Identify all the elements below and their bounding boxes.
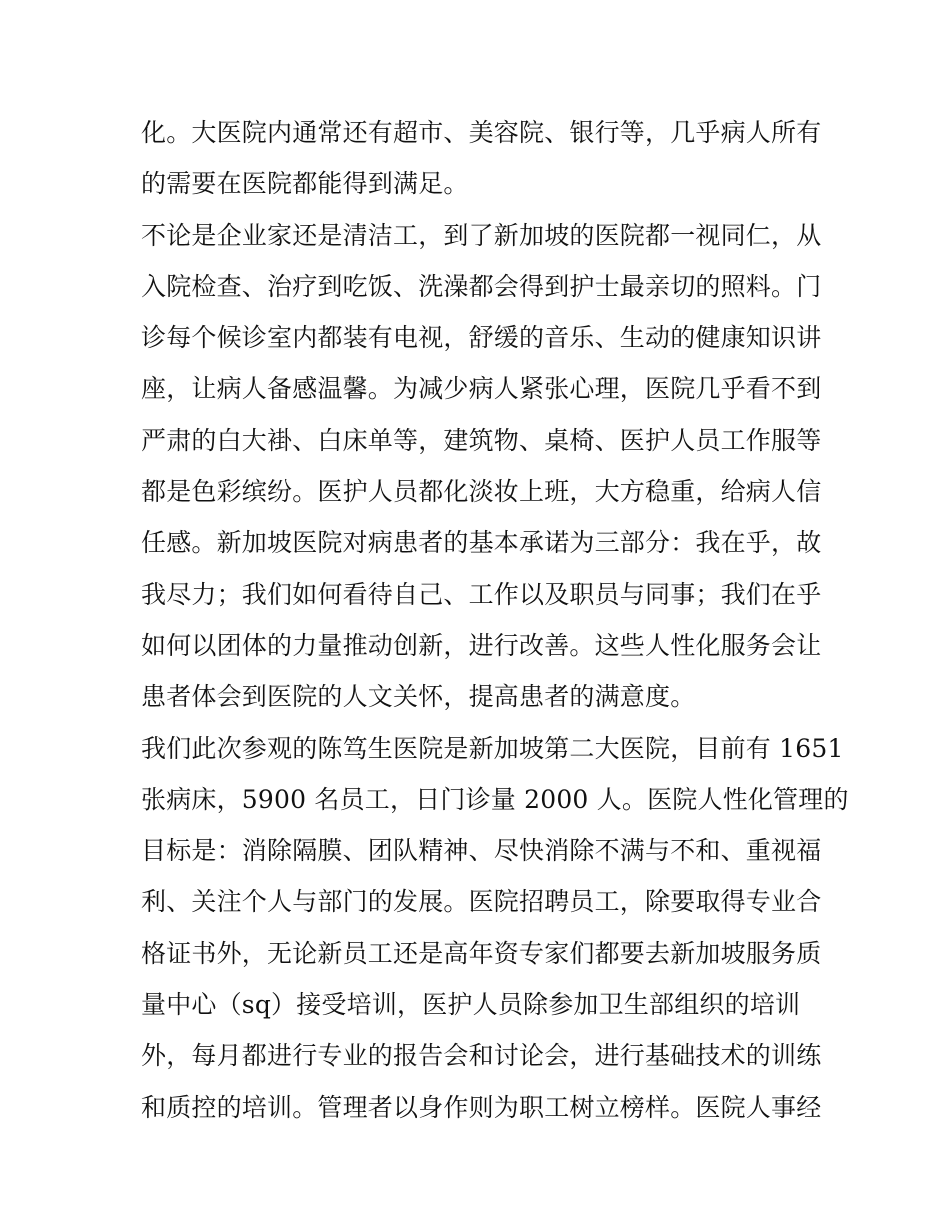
text-line: 任感。新加坡医院对病患者的基本承诺为三部分：我在乎，故 [141, 528, 822, 558]
text-line: 如何以团体的力量推动创新，进行改善。这些人性化服务会让 [141, 630, 822, 660]
text-line: 格证书外，无论新员工还是高年资专家们都要去新加坡服务质 [141, 938, 822, 968]
text-line: 都是色彩缤纷。医护人员都化淡妆上班，大方稳重，给病人信 [141, 477, 822, 507]
body-text [141, 107, 849, 1133]
text-line: 严肃的白大褂、白床单等，建筑物、桌椅、医护人员工作服等 [141, 425, 822, 455]
text-line: 外，每月都进行专业的报告会和讨论会，进行基础技术的训练 [141, 1041, 822, 1071]
text-line: 量中心（sq）接受培训，医护人员除参加卫生部组织的培训 [141, 990, 801, 1020]
text-line: 不论是企业家还是清洁工，到了新加坡的医院都一视同仁，从 [141, 220, 822, 250]
text-line: 的需要在医院都能得到满足。 [141, 169, 469, 199]
text-line: 我尽力；我们如何看待自己、工作以及职员与同事；我们在乎 [141, 579, 822, 609]
text-line: 张病床，5900 名员工，日门诊量 2000 人。医院人性化管理的 [141, 784, 849, 814]
text-line: 患者体会到医院的人文关怀，提高患者的满意度。 [141, 682, 696, 712]
text-line: 诊每个候诊室内都装有电视，舒缓的音乐、生动的健康知识讲 [141, 323, 822, 353]
text-line: 和质控的培训。管理者以身作则为职工树立榜样。医院人事经 [141, 1092, 822, 1122]
text-line: 化。大医院内通常还有超市、美容院、银行等，几乎病人所有 [141, 118, 822, 147]
text-line: 我们此次参观的陈笃生医院是新加坡第二大医院，目前有 1651 [141, 733, 844, 763]
text-line: 目标是：消除隔膜、团队精神、尽快消除不满与不和、重视福 [141, 836, 822, 866]
text-line: 座，让病人备感温馨。为减少病人紧张心理，医院几乎看不到 [141, 374, 822, 404]
text-line: 入院检查、治疗到吃饭、洗澡都会得到护士最亲切的照料。门 [141, 271, 822, 301]
text-line: 利、关注个人与部门的发展。医院招聘员工，除要取得专业合 [141, 887, 822, 917]
